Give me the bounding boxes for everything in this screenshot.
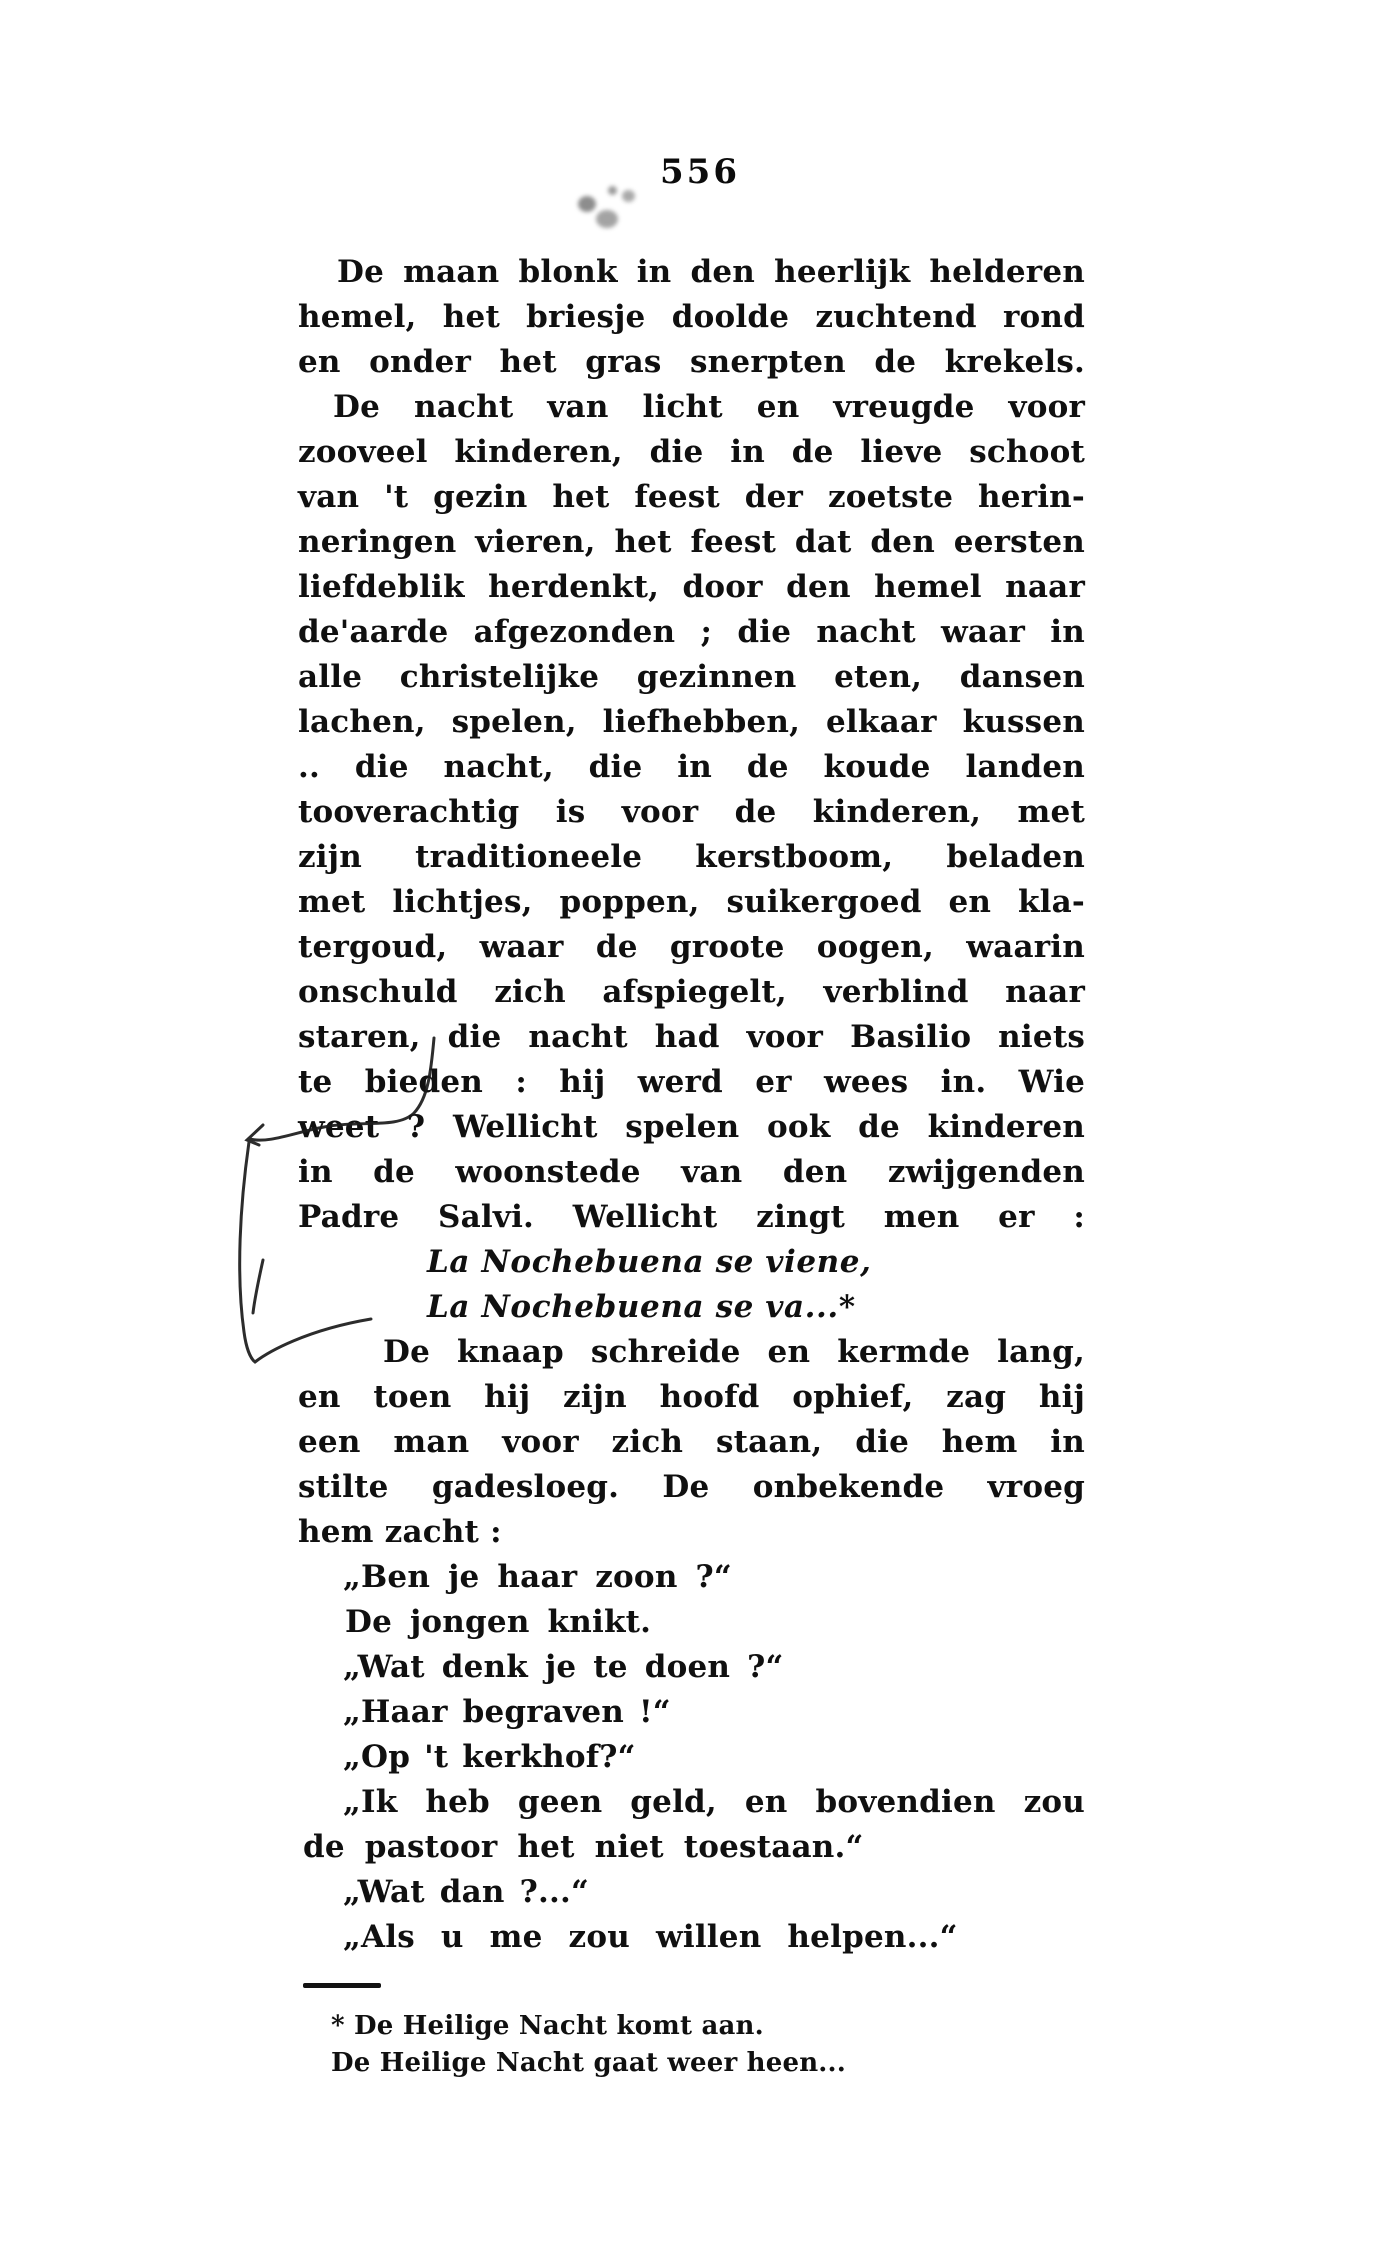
text-line: in de woonstede van den zwijgenden — [298, 1154, 1085, 1190]
text-line: van 't gezin het feest der zoetste herin- — [298, 479, 1085, 515]
text-line: „Ben je haar zoon ?“ — [343, 1559, 732, 1595]
text-line: „Haar begraven !“ — [343, 1694, 671, 1730]
text-line: en toen hij zijn hoofd ophief, zag hij — [298, 1379, 1085, 1415]
text-line: lachen, spelen, liefhebben, elkaar kussen — [298, 704, 1085, 740]
text-line: neringen vieren, het feest dat den eersten — [298, 524, 1085, 560]
text-line: onschuld zich afspiegelt, verblind naar — [298, 974, 1085, 1010]
text-line: .. die nacht, die in de koude landen — [298, 749, 1085, 785]
text-line: hemel, het briesje doolde zuchtend rond — [298, 299, 1085, 335]
text-line: alle christelijke gezinnen eten, dansen — [298, 659, 1085, 695]
text-line: Padre Salvi. Wellicht zingt men er : — [298, 1199, 1085, 1235]
text-line: liefdeblik herdenkt, door den hemel naar — [298, 569, 1085, 605]
text-line: tergoud, waar de groote oogen, waarin — [298, 929, 1085, 965]
text-line: en onder het gras snerpten de krekels. — [298, 344, 1085, 380]
text-line: „Als u me zou willen helpen...“ — [343, 1919, 958, 1955]
text-line: de'aarde afgezonden ; die nacht waar in — [298, 614, 1085, 650]
footnote-line: * De Heilige Nacht komt aan. — [331, 2011, 764, 2041]
text-line: weet ? Wellicht spelen ook de kinderen — [298, 1109, 1085, 1145]
text-line: „Wat denk je te doen ?“ — [343, 1649, 784, 1685]
text-line: „Wat dan ?...“ — [343, 1874, 590, 1910]
text-line: „Op 't kerkhof?“ — [343, 1739, 636, 1775]
text-line: De knaap schreide en kermde lang, — [383, 1334, 1085, 1370]
text-line: La Nochebuena se va...* — [427, 1289, 856, 1325]
text-line: De nacht van licht en vreugde voor — [333, 389, 1085, 425]
text-line: met lichtjes, poppen, suikergoed en kla- — [298, 884, 1085, 920]
text-line: een man voor zich staan, die hem in — [298, 1424, 1085, 1460]
text-line: stilte gadesloeg. De onbekende vroeg — [298, 1469, 1085, 1505]
body-text — [298, 250, 1085, 1960]
text-line: zooveel kinderen, die in de lieve schoot — [298, 434, 1085, 470]
text-line: hem zacht : — [298, 1514, 502, 1550]
page-number: 556 — [660, 152, 740, 192]
footnote-rule — [303, 1983, 381, 1988]
text-line: „Ik heb geen geld, en bovendien zou — [343, 1784, 1085, 1820]
text-line: De maan blonk in den heerlijk helderen — [337, 254, 1085, 290]
footnote-line: De Heilige Nacht gaat weer heen... — [331, 2048, 847, 2078]
text-line: staren, die nacht had voor Basilio niets — [298, 1019, 1085, 1055]
text-line: te bieden : hij werd er wees in. Wie — [298, 1064, 1085, 1100]
text-line: de pastoor het niet toestaan.“ — [303, 1829, 864, 1865]
footnote — [331, 2008, 1031, 2082]
text-line: De jongen knikt. — [345, 1604, 652, 1640]
text-line: La Nochebuena se viene, — [427, 1244, 872, 1280]
text-line: zijn traditioneele kerstboom, beladen — [298, 839, 1085, 875]
text-line: tooverachtig is voor de kinderen, met — [298, 794, 1085, 830]
